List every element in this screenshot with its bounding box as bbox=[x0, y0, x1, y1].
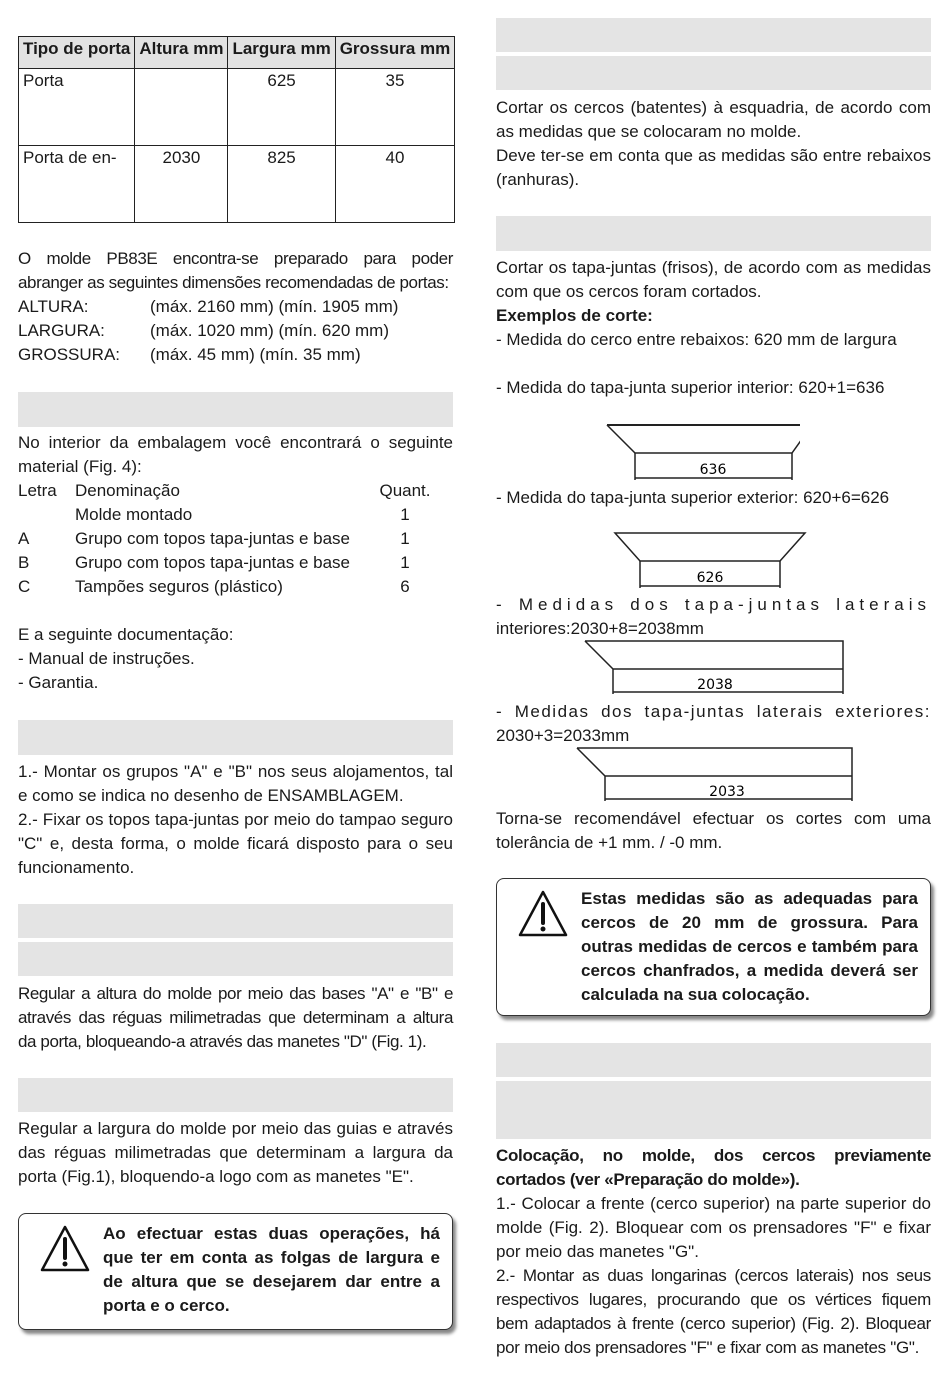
warning-icon bbox=[517, 889, 569, 939]
table-cell: Porta bbox=[19, 69, 135, 146]
dimension-label: 636 bbox=[699, 462, 727, 478]
docs-title: E a seguinte documentação: bbox=[18, 625, 234, 644]
tolerance-text: Torna-se recomendável efectuar os cortes com uma tolerância de +1 mm. / -0 mm. bbox=[496, 809, 931, 852]
intro-section bbox=[18, 247, 453, 367]
example-line: - Medida do tapa-junta superior interior: 620+1=636 bbox=[496, 378, 885, 397]
trim-diagram bbox=[580, 638, 850, 698]
section-heading-bar bbox=[496, 18, 931, 52]
table-row bbox=[19, 69, 455, 146]
assembly-section bbox=[18, 760, 453, 880]
placement-step: 1.- Colocar a frente (cerco superior) na parte superior do molde (Fig. 2). Bloquear com os prensadores "F" e fixar por meio das manetes "G". bbox=[496, 1194, 931, 1261]
placement-step: 2.- Montar as duas longarinas (cercos laterais) nos seus respectivos lugares, procurando que os vértices fiquem bem adaptados à frente (cerco superior) (Fig. 2). Bloquear por meio dos prensadores "F" e fixar com as manetes "G". bbox=[496, 1266, 931, 1357]
width-adjust-text: Regular a largura do molde por meio das guias e através das réguas milimetradas que determinam a largura da porta (Fig.1), bloquendo-a logo com as manetes "E". bbox=[18, 1119, 453, 1186]
assembly-step: 2.- Fixar os topos tapa-juntas por meio do tampao seguro "C" e, desta forma, o molde ficará disposto para o seu funcionamento. bbox=[18, 810, 453, 877]
example-line: - Medida do cerco entre rebaixos: 620 mm de largura bbox=[496, 330, 897, 349]
item-qty: 6 bbox=[400, 577, 410, 596]
material-list bbox=[18, 479, 453, 599]
dimension-label: LARGURA: bbox=[18, 321, 105, 340]
section-heading-bar bbox=[496, 216, 931, 251]
frames-section bbox=[496, 96, 931, 192]
dimension-value: (máx. 1020 mm) (mín. 620 mm) bbox=[150, 321, 389, 340]
material-item bbox=[18, 527, 453, 551]
warning-text: Estas medidas são as adequadas para cercos de 20 mm de grossura. Para outras medidas de cercos e também para cercos chanfrados, a medida deverá ser calculada na sua colocação. bbox=[581, 889, 918, 1004]
item-name: Molde montado bbox=[75, 505, 193, 524]
example-line-laterais-interiores bbox=[496, 593, 931, 641]
warning-box bbox=[496, 878, 931, 1016]
item-qty: 1 bbox=[400, 553, 410, 572]
dimension-label: 2033 bbox=[709, 784, 745, 800]
placement-section bbox=[496, 1144, 931, 1360]
material-item bbox=[18, 575, 453, 599]
section-heading-bar bbox=[18, 720, 453, 755]
section-heading-bar bbox=[496, 1043, 931, 1077]
material-item bbox=[18, 503, 453, 527]
item-letter bbox=[18, 503, 75, 527]
table-header: Largura mm bbox=[228, 37, 335, 69]
example-line: - Medidas dos tapa-juntas laterais exteriores: bbox=[496, 702, 931, 721]
item-letter: B bbox=[18, 553, 30, 572]
examples-title: Exemplos de corte: bbox=[496, 306, 653, 325]
trims-section bbox=[496, 256, 931, 400]
table-cell: 825 bbox=[228, 146, 335, 223]
item-name: Tampões seguros (plástico) bbox=[75, 577, 283, 596]
item-letter: C bbox=[18, 577, 31, 596]
warning-icon bbox=[39, 1224, 91, 1274]
item-letter: A bbox=[18, 529, 30, 548]
table-cell: 2030 bbox=[135, 146, 228, 223]
section-heading-bar bbox=[18, 392, 453, 427]
example-line: interiores:2030+8=2038mm bbox=[496, 619, 704, 638]
frames-text: Cortar os cercos (batentes) à esquadria, de acordo com as medidas que se colocaram no molde. bbox=[496, 98, 931, 141]
table-header: Altura mm bbox=[135, 37, 228, 69]
trim-diagram bbox=[610, 528, 810, 592]
warning-box bbox=[18, 1213, 453, 1330]
section-heading-bar bbox=[18, 1078, 453, 1112]
column-letter: Letra bbox=[18, 481, 57, 500]
doc-item: - Manual de instruções. bbox=[18, 649, 195, 668]
section-heading-bar bbox=[18, 904, 453, 938]
dimension-row bbox=[18, 295, 453, 319]
dimension-value: (máx. 45 mm) (mín. 35 mm) bbox=[150, 345, 361, 364]
table-header: Grossura mm bbox=[335, 37, 455, 69]
table-cell: 625 bbox=[228, 69, 335, 146]
table-cell: Porta de en- bbox=[19, 146, 135, 223]
trim-diagram bbox=[600, 420, 800, 486]
example-line: - Medida do tapa-junta superior exterior: 620+6=626 bbox=[496, 488, 890, 507]
contents-section bbox=[18, 431, 453, 695]
dimension-row bbox=[18, 343, 453, 367]
material-header bbox=[18, 479, 453, 503]
item-qty: 1 bbox=[400, 529, 410, 548]
column-name: Denominação bbox=[75, 481, 180, 500]
column-qty: Quant. bbox=[379, 481, 431, 500]
dimension-row bbox=[18, 319, 453, 343]
example-line: - Medidas dos tapa-juntas laterais bbox=[496, 595, 931, 614]
warning-text: Ao efectuar estas duas operações, há que ter em conta as folgas de largura e de altura que se desejarem dar entre a porta e o cerco. bbox=[103, 1224, 440, 1315]
intro-text: O molde PB83E encontra-se preparado para poder abranger as seguintes dimensões recomendadas de portas: bbox=[18, 249, 453, 292]
placement-title: Colocação, no molde, dos cercos previamente cortados (ver «Preparação do molde»). bbox=[496, 1146, 931, 1189]
table-row bbox=[19, 146, 455, 223]
doc-item: - Garantia. bbox=[18, 673, 99, 692]
trim-diagram bbox=[572, 745, 857, 805]
example-line: 2030+3=2033mm bbox=[496, 726, 630, 745]
dimension-value: (máx. 2160 mm) (mín. 1905 mm) bbox=[150, 297, 399, 316]
material-item bbox=[18, 551, 453, 575]
contents-text: No interior da embalagem você encontrará o seguinte material (Fig. 4): bbox=[18, 433, 453, 476]
dimension-label: ALTURA: bbox=[18, 297, 89, 316]
table-cell: 35 bbox=[335, 69, 455, 146]
dimension-label: GROSSURA: bbox=[18, 345, 121, 364]
dimension-label: 2038 bbox=[697, 677, 733, 693]
item-name: Grupo com topos tapa-juntas e base bbox=[75, 529, 350, 548]
dimension-list bbox=[18, 295, 453, 367]
assembly-step: 1.- Montar os grupos "A" e "B" nos seus alojamentos, tal e como se indica no desenho de ENSAMBLAGEM. bbox=[18, 762, 453, 805]
table-cell: 40 bbox=[335, 146, 455, 223]
section-heading-bar bbox=[496, 56, 931, 90]
table-header: Tipo de porta bbox=[19, 37, 135, 69]
door-dimensions-table bbox=[18, 36, 455, 223]
height-adjust-text: Regular a altura do molde por meio das bases "A" e "B" e através das réguas milimetradas que determinam a altura da porta, bloqueando-a através das manetes "D" (Fig. 1). bbox=[18, 984, 453, 1051]
frames-note: Deve ter-se em conta que as medidas são entre rebaixos (ranhuras). bbox=[496, 146, 931, 189]
section-heading-bar bbox=[496, 1081, 931, 1139]
example-line-laterais-exteriores bbox=[496, 700, 931, 748]
trims-text: Cortar os tapa-juntas (frisos), de acordo com as medidas com que os cercos foram cortados. bbox=[496, 258, 931, 301]
item-name: Grupo com topos tapa-juntas e base bbox=[75, 553, 350, 572]
table-header-row bbox=[19, 37, 455, 69]
dimension-label: 626 bbox=[696, 570, 724, 586]
table-cell bbox=[135, 69, 228, 146]
item-qty: 1 bbox=[400, 505, 410, 524]
section-heading-bar bbox=[18, 942, 453, 976]
